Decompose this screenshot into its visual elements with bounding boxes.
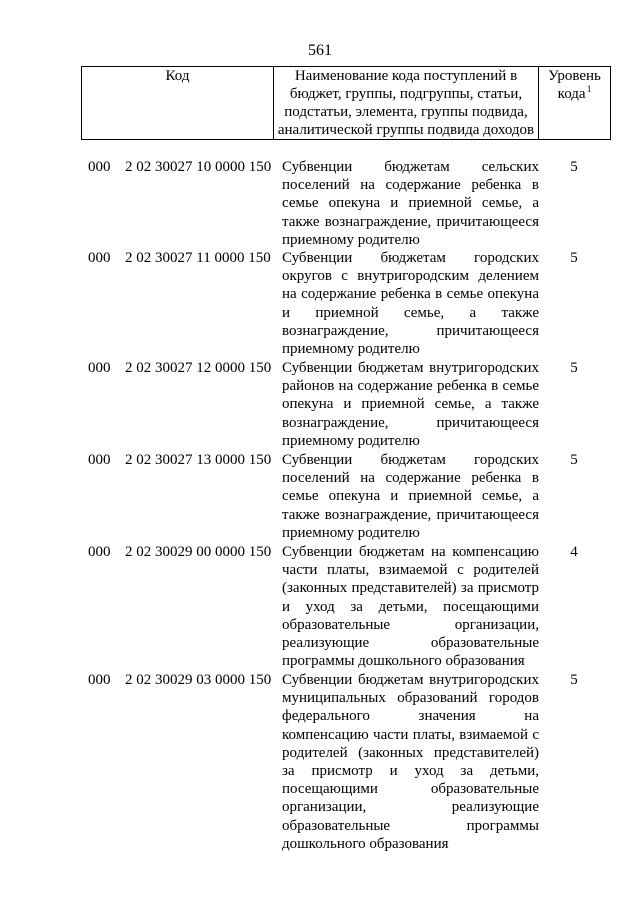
code-level: 5	[570, 159, 578, 175]
admin-code: 000	[88, 452, 111, 468]
admin-code: 000	[88, 544, 111, 560]
revenue-code: 2 02 30027 11 0000 150	[125, 250, 271, 266]
code-level: 5	[570, 360, 578, 376]
revenue-name: Субвенции бюджетам сельских поселений на содержание ребенка в семье опекуна и приемной семье, а также вознаграждение, причитающееся приемному родителю	[282, 159, 539, 248]
page-number: 561	[308, 42, 332, 59]
header-level	[539, 67, 610, 139]
table-row	[0, 543, 640, 671]
footnote-marker: 1	[586, 84, 592, 94]
code-level: 5	[570, 250, 578, 266]
revenue-name: Субвенции бюджетам внутригородских муниципальных образований городов федерального значения на компенсацию части платы, взимаемой с родителей (законных представителей) за присмотр и уход за детьми, посещающими образовательные организации, реализующие образовательные программы дошкольного образования	[282, 672, 539, 852]
table-row	[0, 158, 640, 249]
admin-code: 000	[88, 250, 111, 266]
revenue-code: 2 02 30029 03 0000 150	[125, 672, 272, 688]
code-level: 5	[570, 452, 578, 468]
table-body	[0, 158, 640, 852]
revenue-code: 2 02 30027 12 0000 150	[125, 360, 272, 376]
header-level-label: Уровень кода	[548, 68, 601, 102]
revenue-name: Субвенции бюджетам городских округов с внутригородским делением на содержание ребенка в семье опекуна и приемной семье, а также вознаграждение, причитающееся приемному родителю	[282, 250, 539, 358]
revenue-code: 2 02 30027 13 0000 150	[125, 452, 272, 468]
table-header	[81, 66, 611, 140]
revenue-code: 2 02 30027 10 0000 150	[125, 159, 272, 175]
revenue-name: Субвенции бюджетам на компенсацию части платы, взимаемой с родителей (законных представителей) за присмотр и уход за детьми, посещающими образовательные организации, реализующие образовательные программы дошкольного образования	[282, 544, 539, 670]
header-code: Код	[82, 67, 274, 139]
table-row	[0, 359, 640, 451]
header-name: Наименование кода поступлений в бюджет, группы, подгруппы, статьи, подстатьи, элемента, группы подвида, аналитической группы подвида доходов	[274, 67, 539, 139]
table-row	[0, 451, 640, 543]
revenue-name: Субвенции бюджетам внутригородских районов на содержание ребенка в семье опекуна и приемной семье, а также вознаграждение, причитающееся приемному родителю	[282, 360, 539, 449]
code-level: 5	[570, 672, 578, 688]
revenue-code: 2 02 30029 00 0000 150	[125, 544, 272, 560]
admin-code: 000	[88, 360, 111, 376]
table-row	[0, 671, 640, 852]
admin-code: 000	[88, 159, 111, 175]
code-level: 4	[570, 544, 578, 560]
table-row	[0, 249, 640, 359]
admin-code: 000	[88, 672, 111, 688]
revenue-name: Субвенции бюджетам городских поселений на содержание ребенка в семье опекуна и приемной семье, а также вознаграждение, причитающееся приемному родителю	[282, 452, 539, 541]
